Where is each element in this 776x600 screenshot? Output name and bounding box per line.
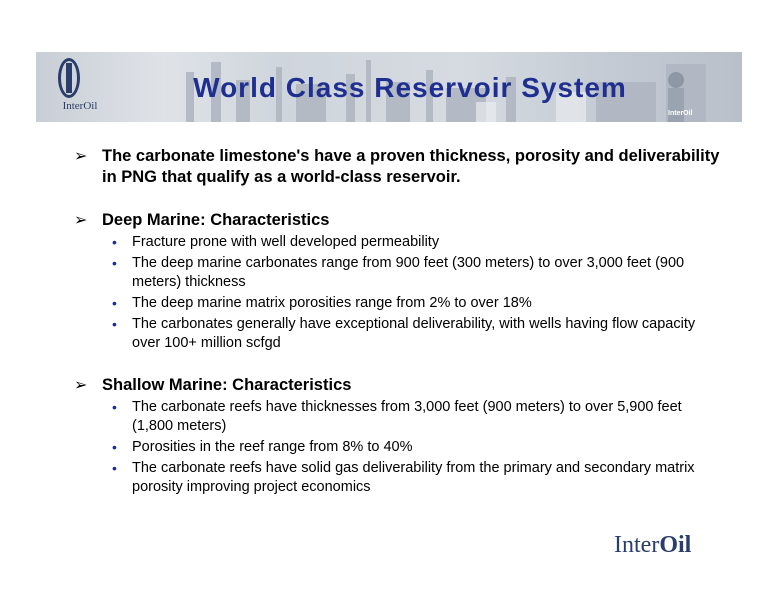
footer-logo-oil: Oil bbox=[659, 532, 692, 558]
bullet-icon: • bbox=[112, 399, 117, 415]
shallow-marine-list bbox=[74, 398, 724, 497]
footer-logo-inter: Inter bbox=[614, 532, 660, 558]
list-item: • The deep marine carbonates range from 900 feet (300 meters) to over 3,000 feet (900 meters) thickness bbox=[112, 255, 685, 290]
arrow-right-icon: ➢ bbox=[74, 212, 88, 229]
bullet-icon: • bbox=[112, 295, 117, 311]
footer-logo bbox=[614, 532, 691, 559]
bullet-icon: • bbox=[112, 255, 117, 271]
arrow-right-icon: ➢ bbox=[74, 148, 88, 165]
section-intro bbox=[74, 146, 724, 188]
header-logo-text: InterOil bbox=[62, 100, 98, 112]
banner-brand-text: InterOil bbox=[668, 110, 693, 117]
list-item: • The carbonates generally have exceptional deliverability, with wells having flow capacity over 100+ million scfgd bbox=[112, 316, 696, 351]
arrow-right-icon: ➢ bbox=[74, 377, 88, 394]
list-item: • The carbonate reefs have solid gas deliverability from the primary and secondary matrix porosity improving project economics bbox=[112, 460, 695, 495]
list-item: • Porosities in the reef range from 8% to 40% bbox=[112, 439, 413, 455]
section-heading: Deep Marine: Characteristics bbox=[102, 211, 330, 229]
list-item: • The carbonate reefs have thicknesses from 3,000 feet (900 meters) to over 5,900 feet (1,800 meters) bbox=[112, 399, 682, 434]
bullet-icon: • bbox=[112, 234, 117, 250]
page-title: World Class Reservoir System bbox=[193, 72, 627, 103]
bullet-icon: • bbox=[112, 460, 117, 476]
section-deep-marine bbox=[74, 210, 724, 231]
slide-content bbox=[74, 146, 724, 497]
list-item: • The deep marine matrix porosities range from 2% to over 18% bbox=[112, 295, 532, 311]
section-heading: The carbonate limestone's have a proven thickness, porosity and deliverability in PNG that qualify as a world-class reservoir. bbox=[102, 147, 720, 186]
bullet-icon: • bbox=[112, 439, 117, 455]
bullet-icon: • bbox=[112, 316, 117, 332]
deep-marine-list bbox=[74, 233, 724, 353]
section-heading: Shallow Marine: Characteristics bbox=[102, 376, 352, 394]
interoil-logo-bar bbox=[66, 63, 72, 93]
section-shallow-marine bbox=[74, 375, 724, 396]
list-item: • Fracture prone with well developed permeability bbox=[112, 234, 440, 250]
